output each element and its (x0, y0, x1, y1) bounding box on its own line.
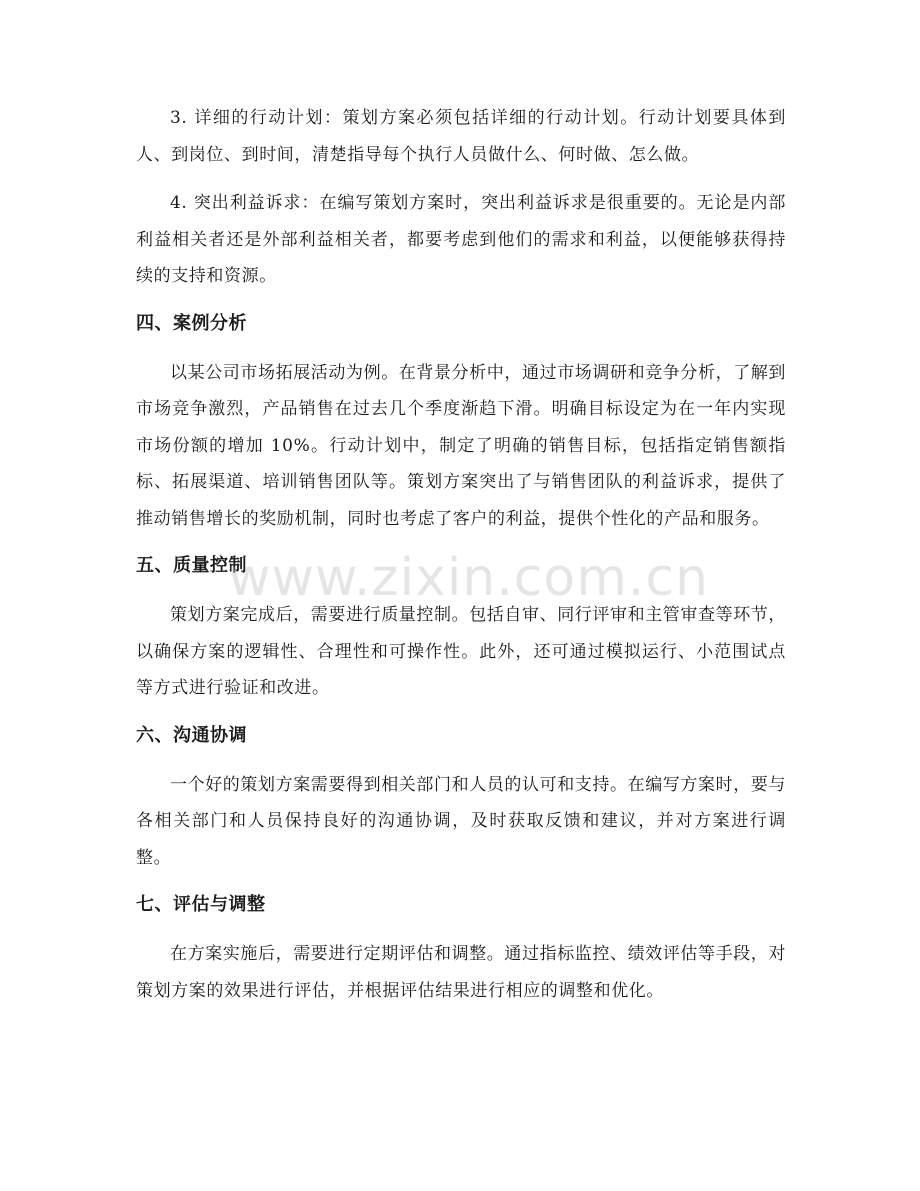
paragraph-interests: 4. 突出利益诉求：在编写策划方案时，突出利益诉求是很重要的。无论是内部利益相关者还是外部利益相关者，都要考虑到他们的需求和利益，以便能够获得持续的支持和资源。 (136, 193, 786, 286)
heading-quality-control: 五、质量控制 (136, 555, 247, 576)
paragraph-action-plan: 3. 详细的行动计划：策划方案必须包括详细的行动计划。行动计划要具体到人、到岗位、到时间，清楚指导每个执行人员做什么、何时做、怎么做。 (136, 108, 786, 165)
paragraph-communication: 一个好的策划方案需要得到相关部门和人员的认可和支持。在编写方案时，要与各相关部门和人员保持良好的沟通协调，及时获取反馈和建议，并对方案进行调整。 (136, 774, 786, 868)
paragraph-case-analysis: 以某公司市场拓展活动为例。在背景分析中，通过市场调研和竞争分析，了解到市场竞争激烈，产品销售在过去几个季度渐趋下滑。明确目标设定为在一年内实现市场份额的增加 10%。行动计划中，制定了明确的销售目标，包括指定销售额指标、拓展渠道、培训销售团队等。策划方案突出了与销售团队的利益诉求，提供了推动销售增长的奖励机制，同时也考虑了客户的利益，提供个性化的产品和服务。 (136, 362, 786, 529)
heading-communication: 六、沟通协调 (136, 724, 247, 746)
watermark: www.zixin.com.cn (228, 548, 709, 608)
paragraph-quality-control: 策划方案完成后，需要进行质量控制。包括自审、同行评审和主管审查等环节，以确保方案的逻辑性、合理性和可操作性。此外，还可通过模拟运行、小范围试点等方式进行验证和改进。 (136, 605, 786, 698)
paragraph-evaluation: 在方案实施后，需要进行定期评估和调整。通过指标监控、绩效评估等手段，对策划方案的效果进行评估，并根据评估结果进行相应的调整和优化。 (136, 944, 786, 1001)
heading-evaluation: 七、评估与调整 (136, 894, 266, 915)
heading-case-analysis: 四、案例分析 (136, 312, 247, 334)
document-page (136, 100, 786, 1021)
